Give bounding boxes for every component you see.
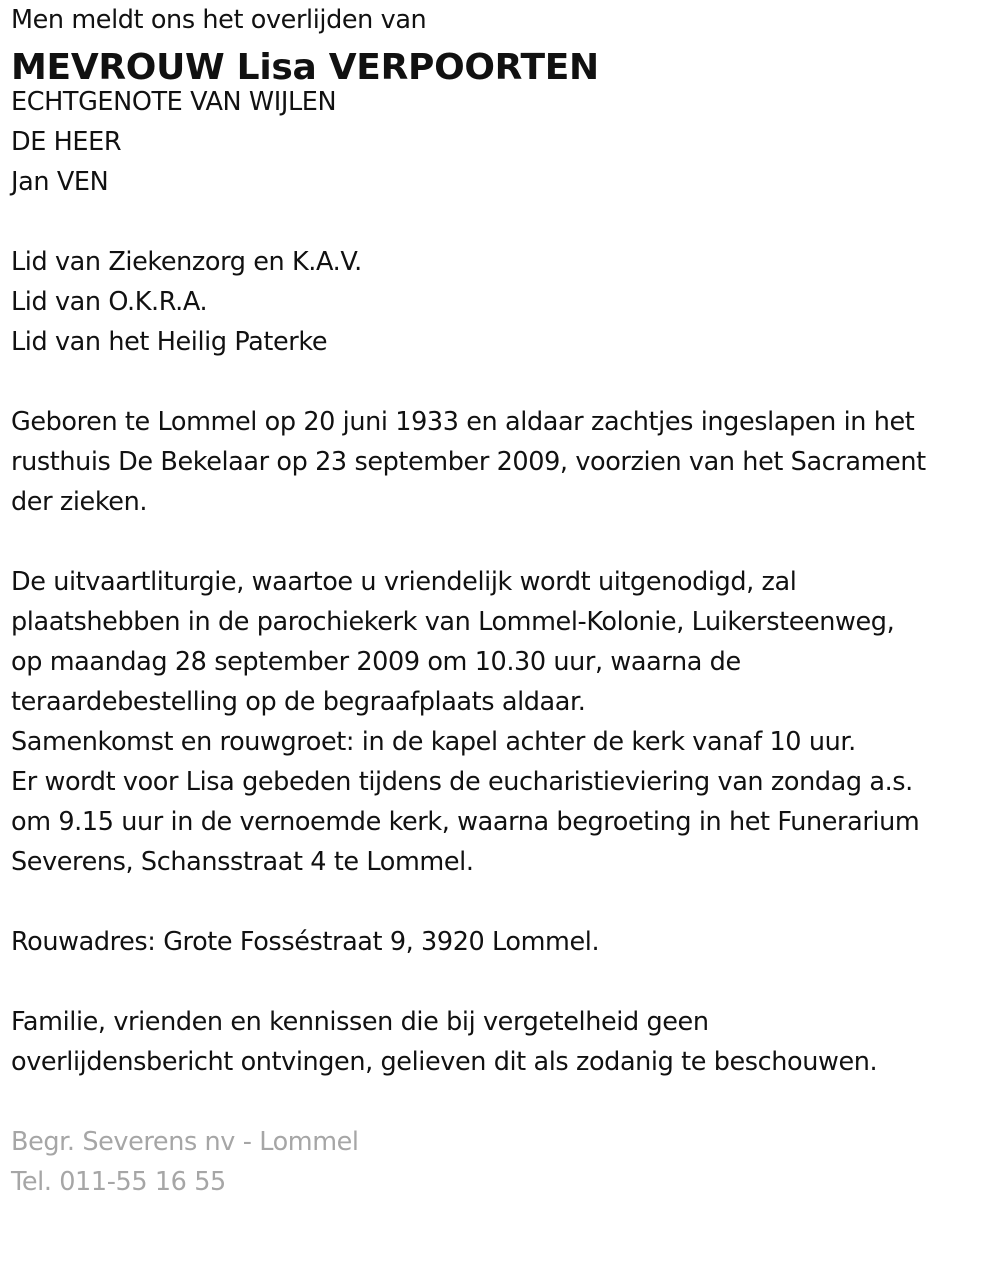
closing-paragraph (11, 1002, 996, 1082)
memberships-block (11, 242, 996, 362)
paragraph-line: op maandag 28 september 2009 om 10.30 uur, waarna de (11, 647, 741, 677)
funeral-paragraph (11, 562, 996, 882)
mourning-address: Rouwadres: Grote Fosséstraat 9, 3920 Lommel. (11, 927, 600, 957)
paragraph-line: rusthuis De Bekelaar op 23 september 2009, voorzien van het Sacrament (11, 447, 926, 477)
deceased-name: MEVROUW Lisa VERPOORTEN (11, 47, 599, 88)
paragraph-line: De uitvaartliturgie, waartoe u vriendelijk wordt uitgenodigd, zal (11, 567, 797, 597)
membership-line: Lid van het Heilig Paterke (11, 327, 328, 357)
paragraph-line: overlijdensbericht ontvingen, gelieven dit als zodanig te beschouwen. (11, 1047, 878, 1077)
relation-line: ECHTGENOTE VAN WIJLEN (11, 87, 337, 117)
relation-line: DE HEER (11, 127, 122, 157)
paragraph-line: Geboren te Lommel op 20 juni 1933 en aldaar zachtjes ingeslapen in het (11, 407, 915, 437)
paragraph-line: teraardebestelling op de begraafplaats aldaar. (11, 687, 586, 717)
paragraph-line: Familie, vrienden en kennissen die bij vergetelheid geen (11, 1007, 709, 1037)
paragraph-line: Er wordt voor Lisa gebeden tijdens de eucharistieviering van zondag a.s. (11, 767, 913, 797)
paragraph-line: der zieken. (11, 487, 148, 517)
obituary-notice (11, 0, 996, 1202)
paragraph-line: plaatshebben in de parochiekerk van Lommel-Kolonie, Luikersteenweg, (11, 607, 895, 637)
birth-death-paragraph (11, 402, 996, 522)
paragraph-line: om 9.15 uur in de vernoemde kerk, waarna begroeting in het Funerarium (11, 807, 920, 837)
funeral-home-footer (11, 1122, 996, 1202)
intro-text: Men meldt ons het overlijden van (11, 5, 427, 35)
relation-line: Jan VEN (11, 167, 109, 197)
funeral-home-phone: Tel. 011-55 16 55 (11, 1167, 226, 1197)
relation-block (11, 82, 996, 202)
paragraph-line: Samenkomst en rouwgroet: in de kapel achter de kerk vanaf 10 uur. (11, 727, 856, 757)
funeral-home-name: Begr. Severens nv - Lommel (11, 1127, 359, 1157)
membership-line: Lid van Ziekenzorg en K.A.V. (11, 247, 362, 277)
membership-line: Lid van O.K.R.A. (11, 287, 208, 317)
paragraph-line: Severens, Schansstraat 4 te Lommel. (11, 847, 474, 877)
